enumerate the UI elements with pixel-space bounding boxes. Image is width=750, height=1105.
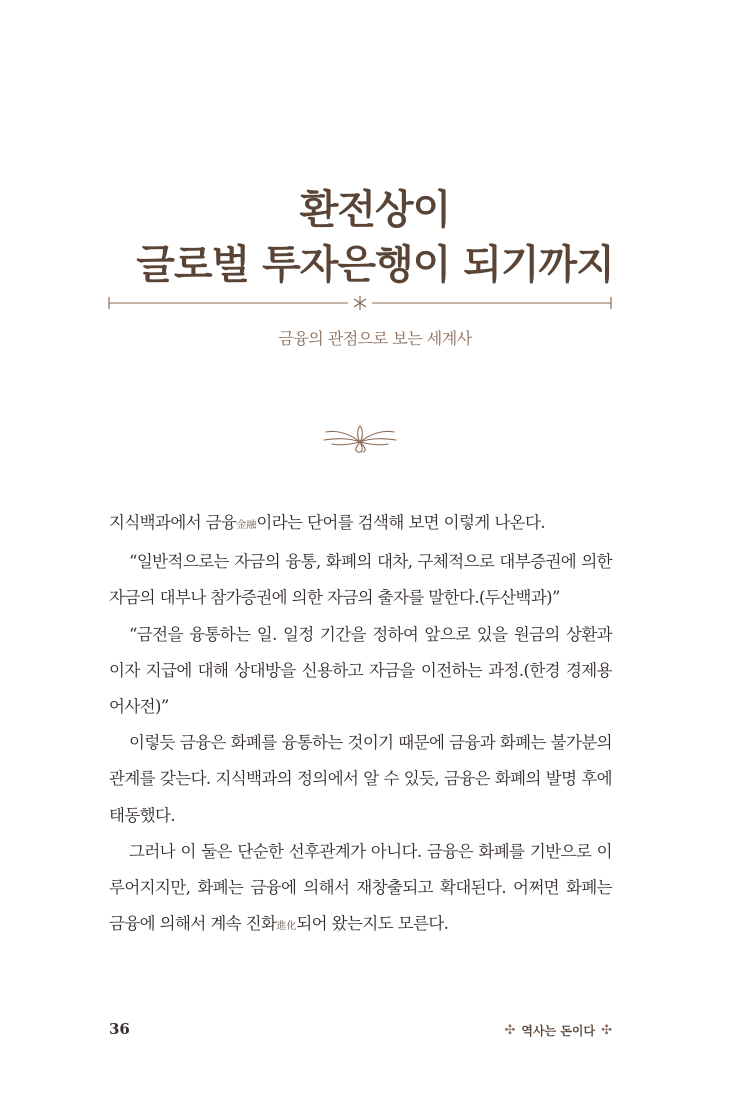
- paragraph-2: 이렇듯 금융은 화폐를 융통하는 것이기 때문에 금융과 화폐는 불가분의 관계를 갖는다. 지식백과의 정의에서 알 수 있듯, 금융은 화폐의 발명 후에 태동했다.: [109, 733, 612, 825]
- body-text: [109, 505, 612, 945]
- title-line-2: 글로벌 투자은행이 되기까지: [136, 242, 614, 288]
- title-divider-rule: [108, 293, 612, 313]
- paragraph-3: [109, 834, 612, 946]
- subtitle: 금융의 관점으로 보는 세계사: [278, 329, 472, 348]
- title-line-1: 환전상이: [299, 187, 451, 233]
- flourish-ornament-icon: [320, 420, 400, 456]
- paragraph-1-text-a: 지식백과에서 금융: [109, 513, 237, 532]
- ornament-left-icon: ✣: [504, 1023, 516, 1038]
- running-title: 역사는 돈이다: [521, 1024, 596, 1038]
- ornament-right-icon: ✣: [601, 1023, 612, 1038]
- paragraph-1: [109, 505, 612, 544]
- running-header: [504, 1022, 612, 1039]
- asterisk-icon: [354, 296, 366, 310]
- hanja-annotation: 進化: [276, 921, 297, 933]
- paragraph-3-text-b: 되어 왔는지도 모른다.: [296, 914, 449, 934]
- paragraph-3-text-a: 그러나 이 둘은 단순한 선후관계가 아니다. 금융은 화폐를 기반으로 이루어지지만, 화폐는 금융에 의해서 재창출되고 확대된다. 어쩌면 화폐는 금융에 의해서 계속 진화: [109, 841, 612, 934]
- quote-2: “금전을 융통하는 일. 일정 기간을 정하여 앞으로 있을 원금의 상환과 이자 지급에 대해 상대방을 신용하고 자금을 이전하는 과정.(한경 경제용어사전)”: [109, 624, 612, 717]
- page-number: 36: [109, 1020, 130, 1038]
- quote-1: “일반적으로는 자금의 융통, 화폐의 대차, 구체적으로 대부증권에 의한 자금의 대부나 참가증권에 의한 자금의 출자를 말한다.(두산백과)”: [109, 552, 612, 608]
- hanja-annotation: 金融: [236, 520, 257, 531]
- paragraph-1-text-b: 이라는 단어를 검색해 보면 이렇게 나온다.: [256, 513, 545, 532]
